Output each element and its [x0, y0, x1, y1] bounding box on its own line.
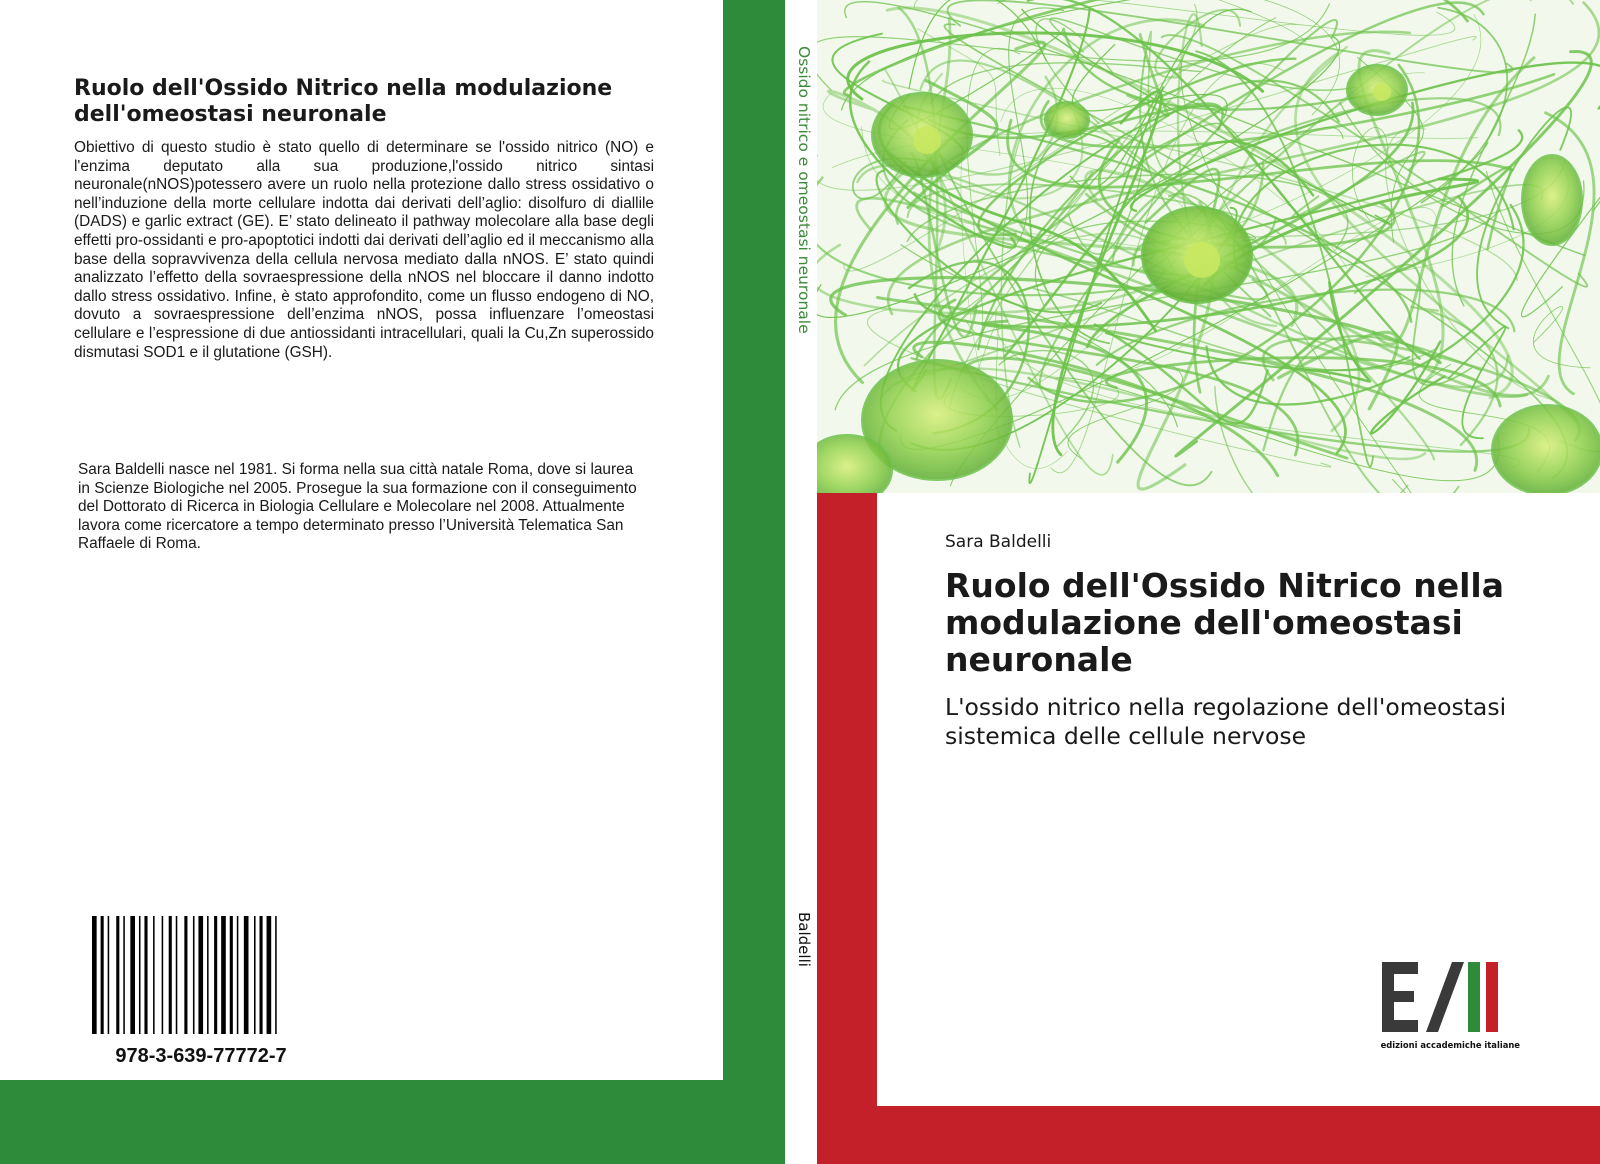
red-frame-bottom	[817, 1106, 1600, 1164]
front-cover-author: Sara Baldelli	[945, 532, 1052, 552]
back-cover-title: Ruolo dell'Ossido Nitrico nella modulazione dell'omeostasi neuronale	[74, 76, 613, 127]
isbn-number: 978-3-639-77772-7	[115, 1045, 287, 1067]
back-cover-green-band	[0, 1080, 723, 1164]
neuron-network-image	[817, 0, 1600, 493]
spine-author: Baldelli	[795, 912, 813, 967]
author-bio: Sara Baldelli nasce nel 1981. Si forma nella sua città natale Roma, dove si laurea in Scienze Biologiche nel 2005. Prosegue la sua formazione con il conseguimento del Dottorato di Ricerca in Biologia Cellulare e Molecolare nel 2008. Attualmente lavora come ricercatore a tempo determinato presso l’Università Telematica San Raffaele di Roma.	[78, 461, 637, 553]
publisher-logo-icon	[1380, 960, 1520, 1048]
neuron-network-illustration	[817, 0, 1600, 493]
front-cover-subtitle: L'ossido nitrico nella regolazione dell'omeostasi sistemica delle cellule nervose	[945, 693, 1507, 750]
barcode-icon	[92, 916, 310, 1034]
spine-green-bar	[723, 0, 785, 1164]
spine-title: Ossido nitrico e omeostasi neuronale	[795, 46, 813, 334]
front-cover-title: Ruolo dell'Ossido Nitrico nella modulazione dell'omeostasi neuronale	[945, 566, 1504, 679]
publisher-name: edizioni accademiche italiane	[1380, 1040, 1520, 1050]
back-cover-abstract: Obiettivo di questo studio è stato quello di determinare se l'ossido nitrico (NO) e l'enzima deputato alla sua produzione,l'ossido nitrico sintasi neuronale(nNOS)potessero avere un ruolo nella protezione dallo stress ossidativo o nell’induzione della morte cellulare indotta dai derivati dell’aglio: disolfuro di diallile (DADS) e garlic extract (GE). E’ stato delineato il pathway molecolare alla base degli effetti pro-ossidanti e pro-apoptotici indotti dai derivati dell’aglio ed il meccanismo alla base della sopravvivenza della cellula nervosa mediato dalla nNOS. E’ stato quindi analizzato l’effetto della sovraespressione della nNOS nel bloccare il danno indotto dallo stress ossidativo. Infine, è stato approfondito, come un flusso endogeno di NO, dovuto a sovraespressione dell’enzima nNOS, possa influenzare l’omeostasi cellulare e l’espressione di due antiossidanti intracellulari, quali la Cu,Zn superossido dismutasi SOD1 e il glutatione (GSH).	[74, 139, 654, 361]
red-frame-left	[817, 493, 877, 1164]
